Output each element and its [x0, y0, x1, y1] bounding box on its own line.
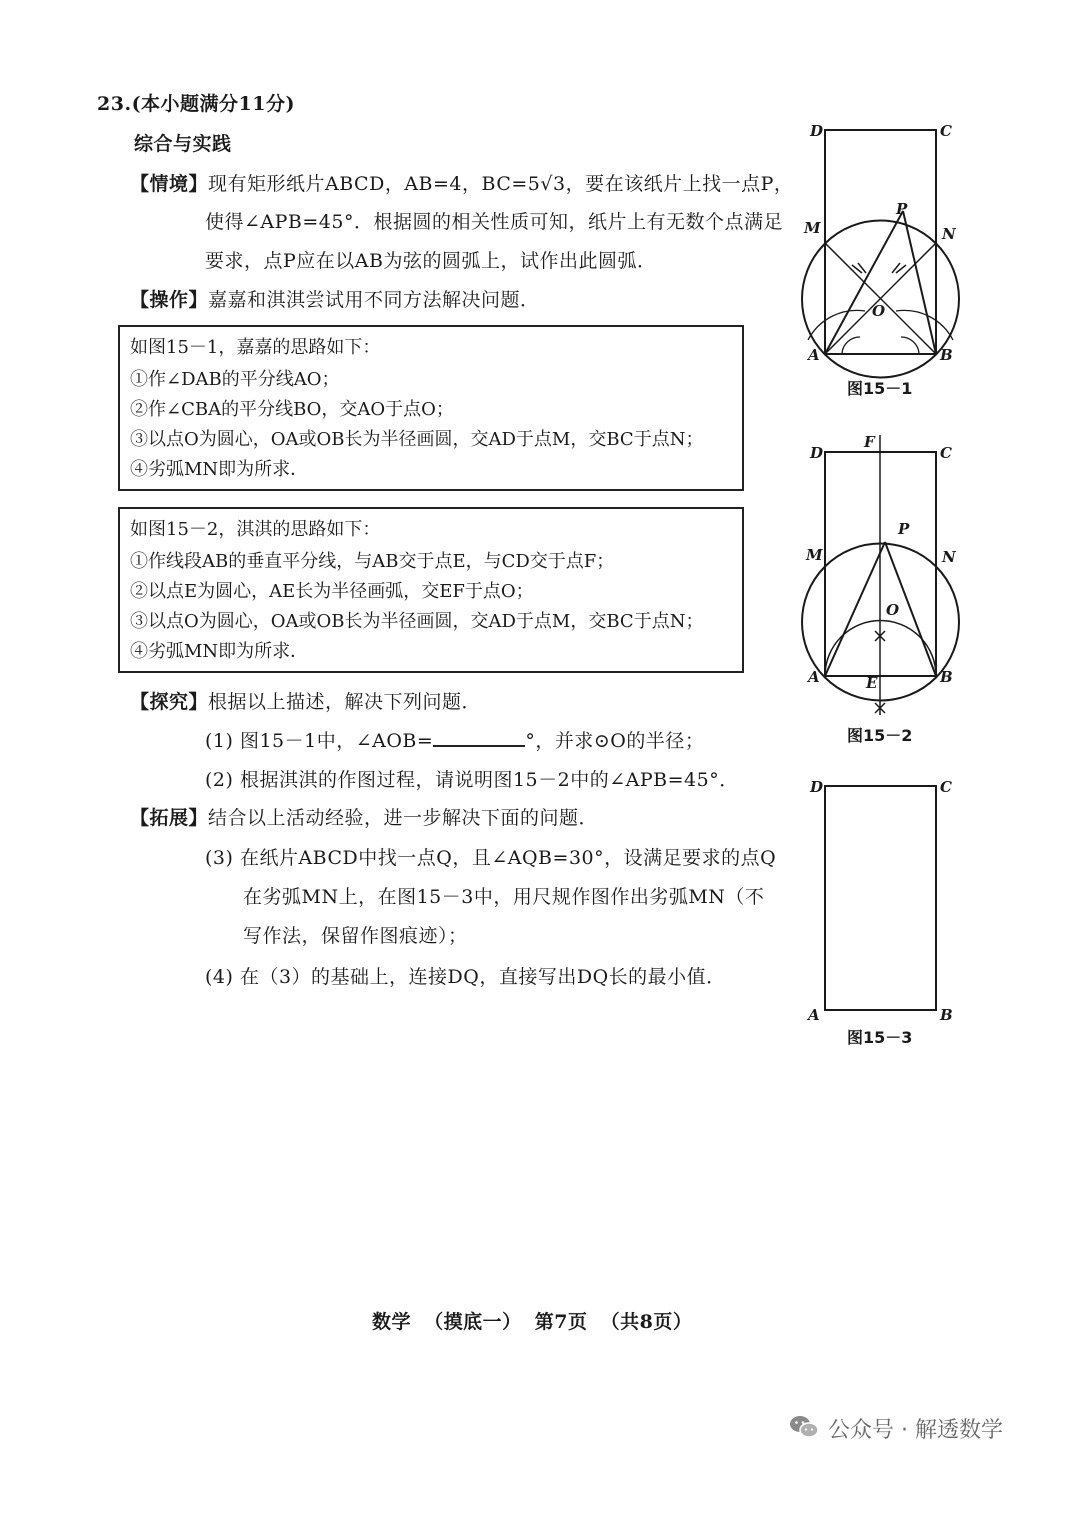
- fig1-label-p: P: [896, 200, 908, 218]
- fig3-label-b: B: [940, 1006, 953, 1024]
- question-1: [205, 729, 704, 753]
- context-text-1: 现有矩形纸片ABCD，AB=4，BC=5√3，要在该纸片上找一点P，: [208, 173, 794, 195]
- method-box-2: [118, 507, 744, 673]
- question-3-line-1: (3) 在纸片ABCD中找一点Q，且∠AQB=30°，设满足要求的点Q: [205, 847, 777, 869]
- fig1-rectangle: [825, 130, 936, 354]
- question-1-part-b: °，并求⊙O的半径；: [525, 730, 705, 752]
- fig2-label-m: M: [806, 546, 823, 564]
- fig3-label-d: D: [810, 778, 824, 796]
- operation-line: [130, 288, 540, 312]
- footer-page: 第7页: [534, 1311, 588, 1333]
- fig3-caption: 图15－3: [847, 1028, 913, 1047]
- fig1-arc-a: [808, 310, 865, 340]
- fig2-label-o: O: [886, 601, 900, 619]
- fig1-label-c: C: [940, 122, 952, 140]
- footer-total: （共8页）: [600, 1311, 693, 1333]
- fig2-label-b: B: [940, 668, 953, 686]
- fig3-label-c: C: [940, 778, 952, 796]
- operation-text: 嘉嘉和淇淇尝试用不同方法解决问题．: [208, 289, 540, 311]
- context-tag: 【情境】: [130, 173, 209, 195]
- method-box-1: [118, 325, 744, 491]
- box1-title: 如图15－1，嘉嘉的思路如下：: [130, 337, 381, 358]
- fig1-arc-a2: [842, 337, 860, 353]
- context-line-1: [130, 172, 793, 196]
- watermark-text: 公众号 · 解透数学: [828, 1418, 1003, 1443]
- question-3-line-3: 写作法，保留作图痕迹）；: [243, 925, 468, 947]
- question-1-part-a: (1) 图15－1中，∠AOB=: [205, 730, 434, 752]
- box2-step-2: ②以点E为圆心，AE长为半径画弧，交EF于点O；: [130, 581, 534, 602]
- fig2-label-p: P: [898, 520, 910, 538]
- fig2-line-ap: [825, 542, 885, 676]
- question-header: [97, 92, 295, 116]
- answer-blank[interactable]: [433, 729, 525, 747]
- box2-step-3: ③以点O为圆心，OA或OB长为半径画圆，交AD于点M，交BC于点N；: [130, 611, 704, 632]
- fig1-caption: 图15－1: [847, 379, 913, 398]
- box1-step-1: ①作∠DAB的平分线AO；: [130, 369, 340, 390]
- extend-text: 结合以上活动经验，进一步解决下面的问题．: [208, 807, 599, 829]
- figure-15-3: [790, 772, 980, 1052]
- extend-tag: 【拓展】: [130, 807, 209, 829]
- fig2-label-e: E: [866, 674, 878, 692]
- box1-step-2: ②作∠CBA的平分线BO，交AO于点O；: [130, 399, 454, 420]
- fig1-label-b: B: [940, 346, 953, 364]
- question-4: (4) 在（3）的基础上，连接DQ，直接写出DQ长的最小值．: [205, 966, 726, 988]
- fig1-arc-b: [896, 310, 953, 340]
- box2-title: 如图15－2，淇淇的思路如下：: [130, 519, 381, 540]
- fig1-label-o: O: [872, 302, 886, 320]
- fig2-label-f: F: [864, 433, 875, 451]
- box2-step-1: ①作线段AB的垂直平分线，与AB交于点E，与CD交于点F；: [130, 551, 615, 572]
- fig2-label-n: N: [942, 548, 956, 566]
- fig2-label-d: D: [810, 444, 824, 462]
- fig2-label-c: C: [940, 444, 952, 462]
- footer-exam: （摸底一）: [424, 1311, 522, 1333]
- fig1-label-n: N: [942, 225, 956, 243]
- section-title: 综合与实践: [134, 133, 232, 155]
- fig3-rectangle: [825, 786, 936, 1010]
- fig1-label-d: D: [810, 122, 824, 140]
- fig3-label-a: A: [808, 1006, 820, 1024]
- fig1-arc-b2: [901, 337, 919, 353]
- footer-subject: 数学: [372, 1311, 412, 1333]
- figure-15-1: [790, 115, 980, 405]
- explore-line: [130, 690, 481, 714]
- explore-tag: 【探究】: [130, 691, 209, 713]
- wechat-icon: [789, 1414, 819, 1440]
- figure-15-2: [790, 430, 980, 750]
- fig1-label-m: M: [804, 219, 821, 237]
- context-line-3: 要求，点P应在以AB为弦的圆弧上，试作出此圆弧．: [205, 250, 657, 272]
- box1-step-4: ④劣弧MN即为所求．: [130, 459, 309, 480]
- fig1-tick-marks: [852, 263, 906, 273]
- question-2: (2) 根据淇淇的作图过程，请说明图15－2中的∠APB=45°．: [205, 769, 739, 791]
- extend-line: [130, 806, 598, 830]
- question-3-line-2: 在劣弧MN上，在图15－3中，用尺规作图作出劣弧MN（不: [243, 886, 765, 908]
- operation-tag: 【操作】: [130, 289, 209, 311]
- question-number: 23.: [97, 93, 132, 115]
- context-line-2: 使得∠APB=45°．根据圆的相关性质可知，纸片上有无数个点满足: [205, 211, 783, 233]
- box1-step-3: ③以点O为圆心，OA或OB长为半径画圆，交AD于点M，交BC于点N；: [130, 429, 704, 450]
- question-score: (本小题满分11分): [131, 93, 295, 115]
- fig2-label-a: A: [808, 668, 820, 686]
- page-footer: [372, 1310, 692, 1334]
- fig1-label-a: A: [808, 346, 820, 364]
- fig1-line-bp: [903, 211, 936, 354]
- fig2-caption: 图15－2: [847, 726, 913, 745]
- box2-step-4: ④劣弧MN即为所求．: [130, 641, 309, 662]
- explore-text: 根据以上描述，解决下列问题．: [208, 691, 482, 713]
